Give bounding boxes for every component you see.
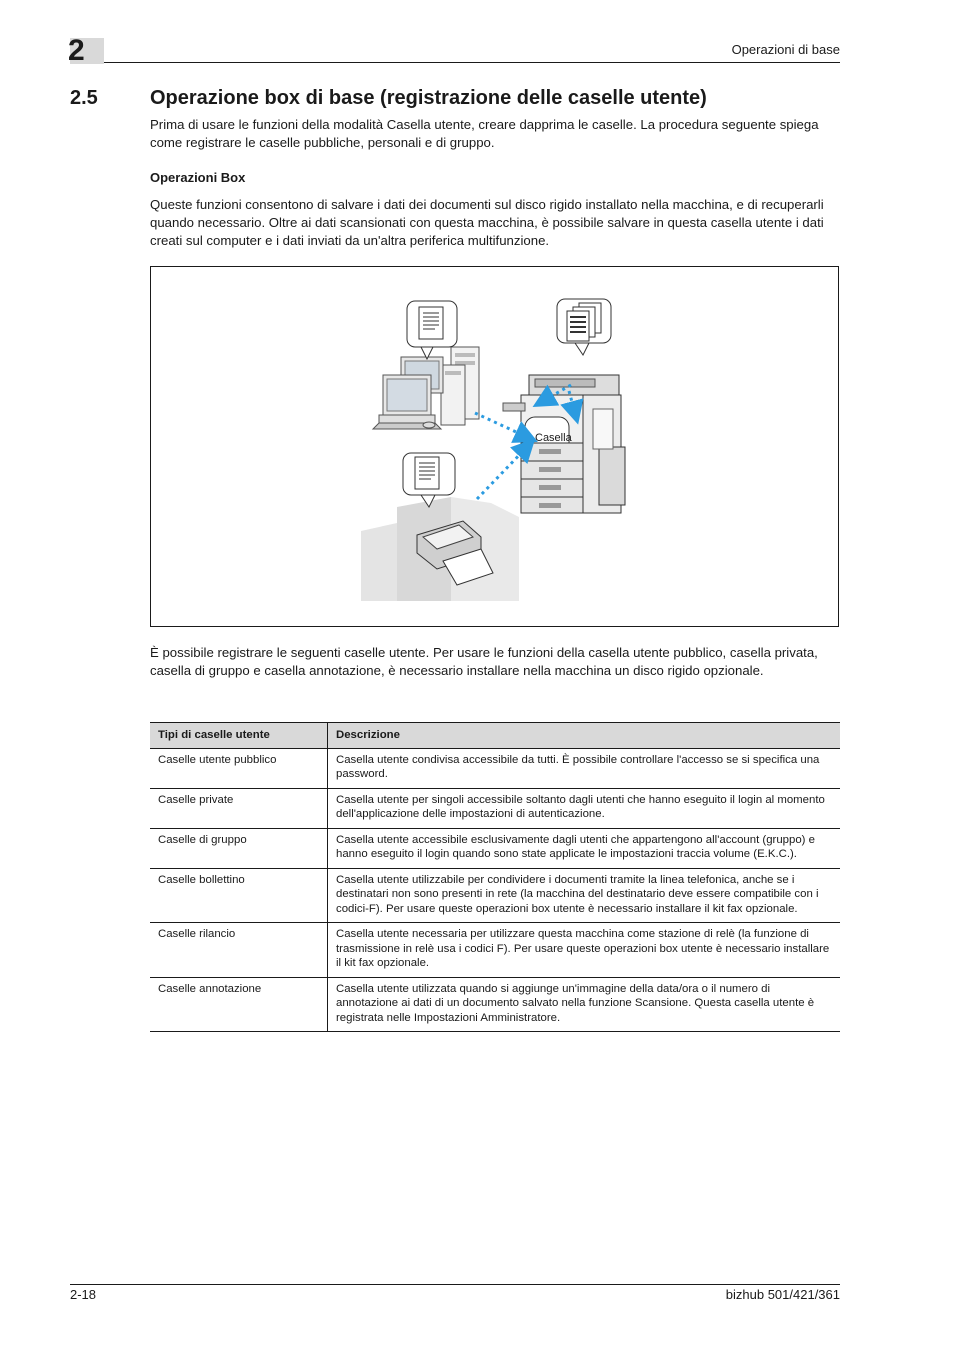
intro-paragraph: Prima di usare le funzioni della modalità Casella utente, creare dapprima le caselle. La procedura seguente spiega come registrare le caselle pubbliche, personali e di gruppo. bbox=[150, 117, 819, 150]
mfp-machine-icon bbox=[503, 375, 625, 513]
row-description: Casella utente utilizzata quando si aggiunge un'immagine della data/ora o il numero di annotazione ai dati di un documento salvato nella funzione Scansione. Questa casella utente è registrata nelle Impostazioni Amministratore. bbox=[328, 977, 841, 1032]
subheading-operazioni-box: Operazioni Box bbox=[150, 170, 246, 185]
fax-machine-icon bbox=[361, 497, 519, 601]
box-operation-figure bbox=[150, 266, 839, 627]
row-type: Caselle utente pubblico bbox=[150, 748, 328, 788]
chapter-number: 2 bbox=[68, 34, 85, 67]
row-description: Casella utente accessibile esclusivamente dagli utenti che appartengono all'account (gruppo) e hanno eseguito il login quando sono state applicate le impostazioni traccia volume (E.K.C.). bbox=[328, 828, 841, 868]
row-type: Caselle di gruppo bbox=[150, 828, 328, 868]
table-row bbox=[150, 788, 840, 828]
table-row bbox=[150, 828, 840, 868]
document-stack-bubble-icon bbox=[557, 299, 611, 355]
row-type: Caselle rilancio bbox=[150, 923, 328, 978]
row-description: Casella utente necessaria per utilizzare questa macchina come stazione di relè (la funzione di trasmissione in relè usa i codici F). Per usare queste operazioni box utente è necessario installare il kit fax opzionale. bbox=[328, 923, 841, 978]
table-header-row bbox=[150, 723, 840, 749]
section-heading bbox=[70, 86, 707, 110]
row-description: Casella utente utilizzabile per condividere i documenti tramite la linea telefonica, anche se i destinatari non sono presenti in rete (la macchina del destinatario deve essere compatibile con i codici-F). Per usare queste operazioni box utente è necessario installare il kit fax opzionale. bbox=[328, 868, 841, 923]
row-description: Casella utente per singoli accessibile soltanto dagli utenti che hanno eseguito il login al momento dell'applicazione delle impostazioni di autenticazione. bbox=[328, 788, 841, 828]
section-number: 2.5 bbox=[70, 87, 98, 109]
page-number: 2-18 bbox=[70, 1287, 97, 1302]
row-description: Casella utente condivisa accessibile da tutti. È possibile controllare l'accesso se si specifica una password. bbox=[328, 748, 841, 788]
document-bubble-icon bbox=[407, 301, 457, 359]
box-label: Casella bbox=[535, 432, 572, 444]
model-name: bizhub 501/421/361 bbox=[725, 1287, 840, 1302]
row-type: Caselle bollettino bbox=[150, 868, 328, 923]
table-row bbox=[150, 748, 840, 788]
header-rule bbox=[104, 62, 840, 63]
table-row bbox=[150, 977, 840, 1032]
column-header-type: Tipi di caselle utente bbox=[150, 723, 328, 749]
row-type: Caselle annotazione bbox=[150, 977, 328, 1032]
column-header-description: Descrizione bbox=[328, 723, 841, 749]
section-title: Operazione box di base (registrazione delle caselle utente) bbox=[150, 87, 707, 109]
computers-icon bbox=[373, 347, 479, 429]
box-paragraph: Queste funzioni consentono di salvare i dati dei documenti sul disco rigido installato nella macchina, e di recuperarli quando necessario. Oltre ai dati scansionati con questa macchina, è possibile salvare in questa casella utente i dati creati sul computer e i dati inviati da un'altra periferica multifunzione. bbox=[150, 197, 824, 248]
running-header-title: Operazioni di base bbox=[731, 42, 840, 57]
table-row bbox=[150, 923, 840, 978]
figure-illustration bbox=[151, 267, 838, 626]
footer-rule bbox=[70, 1284, 840, 1285]
register-paragraph: È possibile registrare le seguenti caselle utente. Per usare le funzioni della casella utente pubblico, casella privata, casella di gruppo e casella annotazione, è necessario installare nella macchina un disco rigido opzionale. bbox=[150, 645, 818, 678]
row-type: Caselle private bbox=[150, 788, 328, 828]
user-box-types-table bbox=[150, 722, 840, 1032]
table-row bbox=[150, 868, 840, 923]
